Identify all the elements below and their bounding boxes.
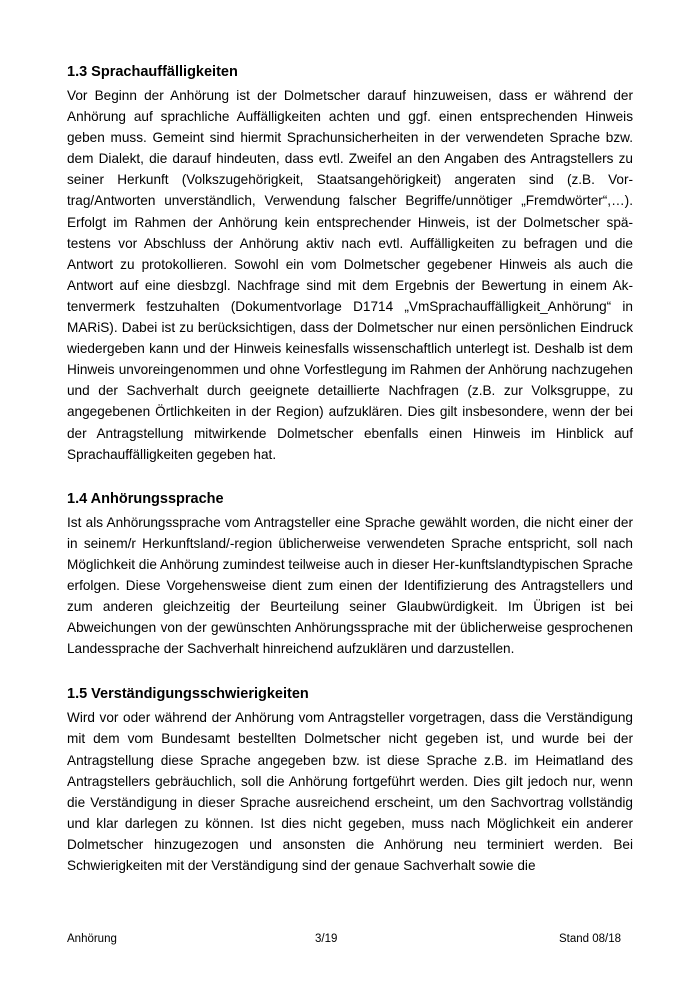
section-verstaendigungsschwierigkeiten (67, 684, 633, 876)
section-body: Wird vor oder während der Anhörung vom Antragsteller vorgetragen, dass die Verständigung mit dem vom Bundesamt bestellten Dolmetscher nicht gegeben ist, und wurde bei der Antragstellung diese Sprache angegeben bzw. ist diese Sprache z.B. im Heimatland des Antragstellers gebräuchlich, soll die Anhörung fortgeführt werden. Dies gilt jedoch nur, wenn die Verständigung in dieser Sprache ausreichend erscheint, um den Sachvortrag vollständig und klar darlegen zu können. Ist dies nicht gegeben, muss nach Möglichkeit ein anderer Dolmetscher hinzugezogen und ansonsten die Anhörung neu terminiert werden. Bei Schwierigkeiten mit der Verständigung sind der genaue Sachverhalt sowie die (67, 710, 633, 873)
footer-version-date: Stand 08/18 (558, 933, 621, 945)
section-sprachauffaelligkeiten (67, 62, 633, 465)
section-heading: 1.3 Sprachauffälligkeiten (67, 64, 238, 80)
footer-document-title: Anhörung (67, 933, 117, 945)
section-heading: 1.5 Verständigungsschwierigkeiten (67, 686, 309, 703)
section-body: Vor Beginn der Anhörung ist der Dolmetscher darauf hinzuweisen, dass er während der Anhörung auf sprachliche Auffälligkeiten achten und ggf. einen entsprechenden Hinweis geben muss. Gemeint sind hiermit Sprachunsicherheiten in der verwendeten Sprache bzw. dem Dialekt, die darauf hindeuten, dass evtl. Zweifel an den Angaben des Antragstellers zu seiner Herkunft (Volkszugehörigkeit, Staatsangehörigkeit) angeraten sind (z.B. Vortrag/Antworten unverständlich, Verwendung falscher Begriffe/unnötiger „Fremdwörter“,…). Erfolgt im Rahmen der Anhörung kein entsprechender Hinweis, ist der Dolmetscher spätestens vor Abschluss der Anhörung aktiv nach evtl. Auffälligkeiten zu befragen und die Antwort zu protokollieren. Sowohl ein vom Dolmetscher gegebener Hinweis als auch die Antwort auf eine diesbzgl. Nachfrage sind mit dem Ergebnis der Bewertung in einem Aktenvermerk festzuhalten (Dokumentvorlage D1714 „VmSprachauffälligkeit_Anhörung“ in MARiS). Dabei ist zu berücksichtigen, dass der Dolmetscher nur einen persönlichen Eindruck wiedergeben kann und der Hinweis keinesfalls wissenschaftlich unterlegt ist. Deshalb ist dem Hinweis unvoreingenommen und ohne Vorfestlegung im Rahmen der Anhörung nachzugehen und der Sachverhalt durch geeignete detaillierte Nachfragen (z.B. zur Volksgruppe, zu angegebenen Örtlichkeiten in der Region) aufzuklären. Dies gilt insbesondere, wenn der bei der Antragstellung mitwirkende Dolmetscher ebenfalls einen Hinweis im Hinblick auf Sprachauffälligkeiten gegeben hat. (67, 88, 633, 462)
section-body: Ist als Anhörungssprache vom Antragsteller eine Sprache gewählt worden, die nicht einer der in seinem/r Herkunftsland/-region üblicherweise verwendeten Sprache entspricht, soll nach Möglichkeit die Anhörung zumindest teilweise auch in dieser Her-kunftslandtypischen Sprache erfolgen. Diese Vorgehensweise dient zum einen der Identifizierung des Antragstellers und zum anderen gleichzeitig der Beurteilung seiner Glaubwürdigkeit. Im Übrigen ist bei Abweichungen von der gewünschten Anhörungssprache mit der üblicherweise gesprochenen Landessprache der Sachverhalt hinreichend aufzuklären und darzustellen. (67, 514, 633, 657)
footer-page-number: 3/19 (315, 933, 338, 945)
page-footer (67, 933, 633, 949)
section-anhoerungssprache (67, 489, 633, 660)
section-heading: 1.4 Anhörungssprache (67, 490, 224, 507)
document-page (67, 62, 633, 876)
